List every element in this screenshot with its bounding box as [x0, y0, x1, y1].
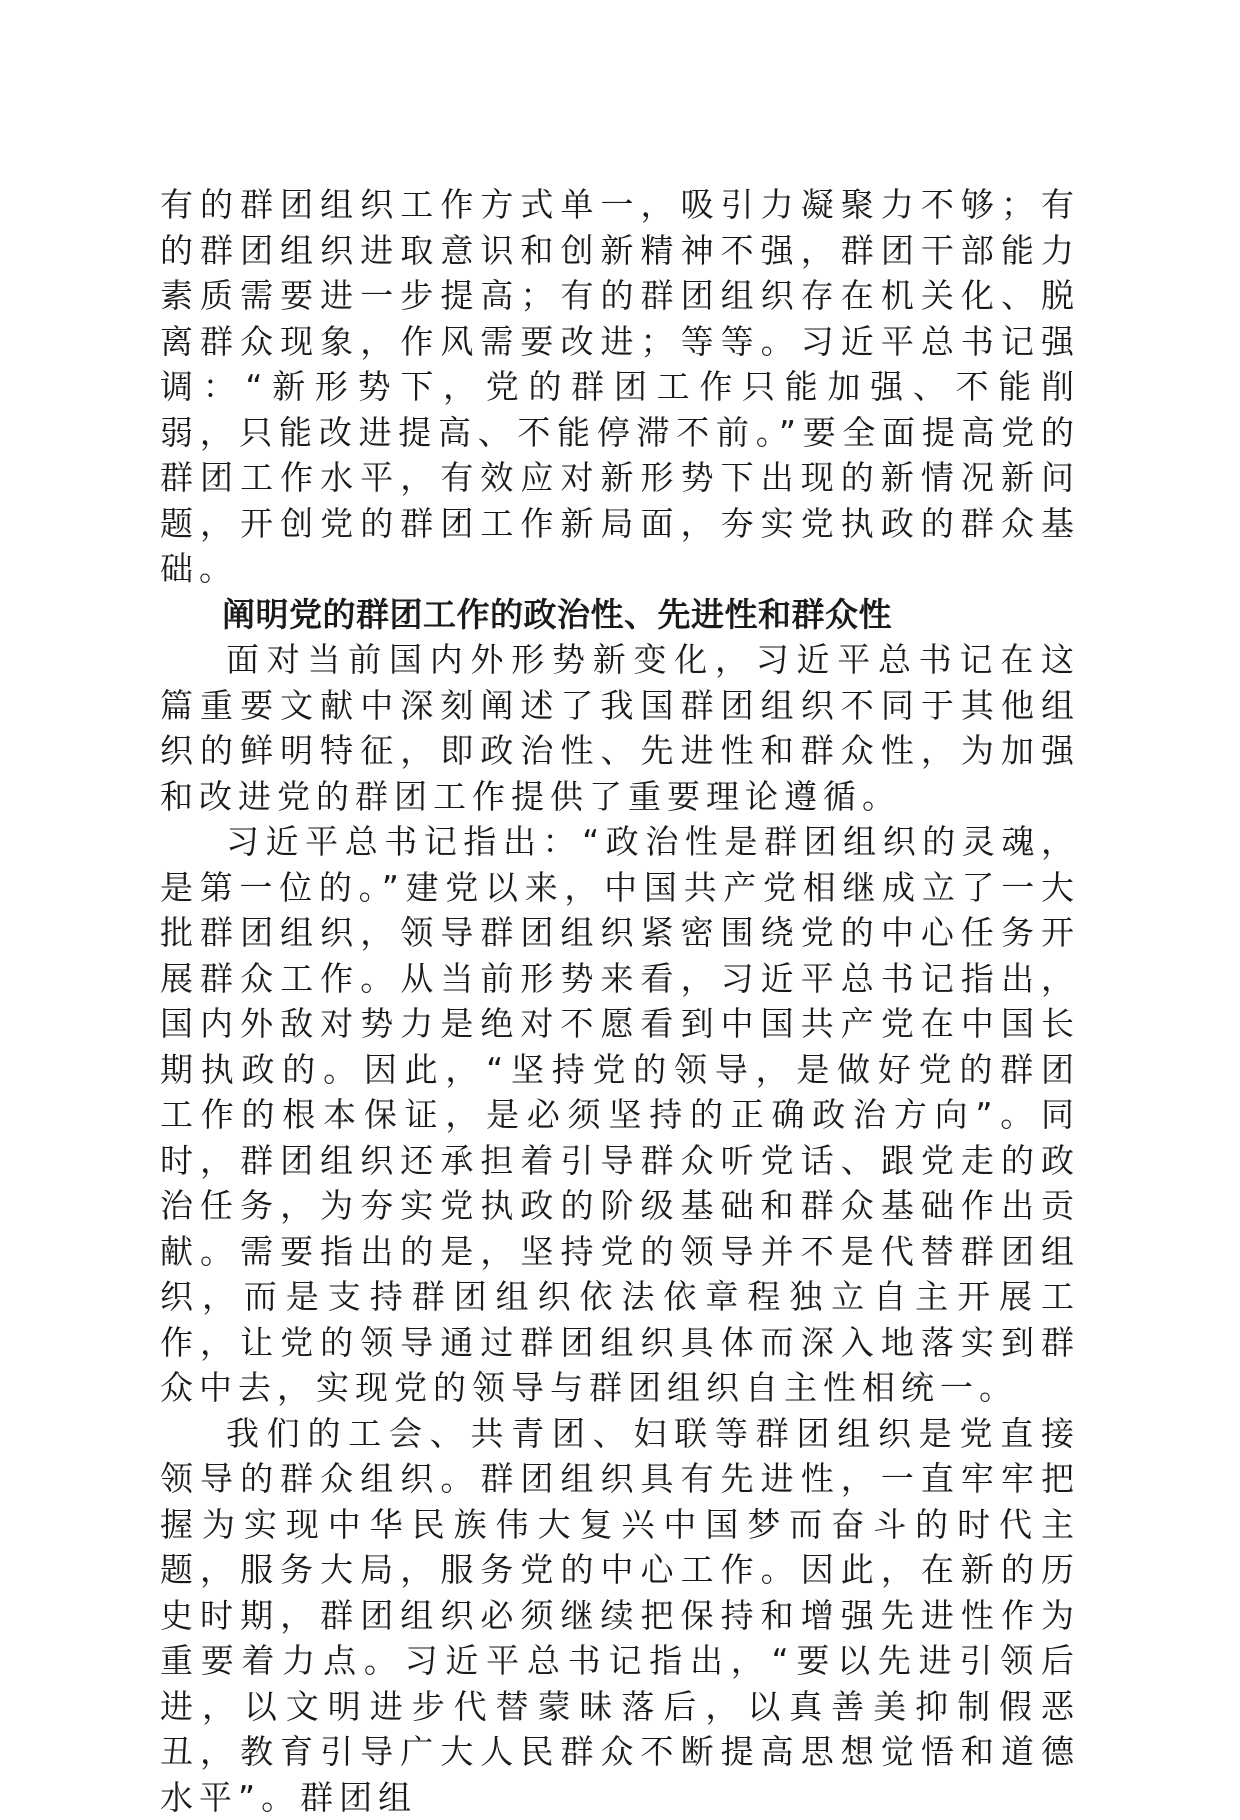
- paragraph-3: 习近平总书记指出：“政治性是群团组织的灵魂，是第一位的。”建党以来，中国共产党相继成立了一大批群团组织，领导群团组织紧密围绕党的中心任务开展群众工作。从当前形势来看，习近平总书记指出，国内外敌对势力是绝对不愿看到中国共产党在中国长期执政的。因此，“坚持党的领导，是做好党的群团工作的根本保证，是必须坚持的正确政治方向”。同时，群团组织还承担着引导群众听党话、跟党走的政治任务，为夯实党执政的阶级基础和群众基础作出贡献。需要指出的是，坚持党的领导并不是代替群团组织，而是支持群团组织依法依章程独立自主开展工作，让党的领导通过群团组织具体而深入地落实到群众中去，实现党的领导与群团组织自主性相统一。: [160, 819, 1080, 1411]
- paragraph-4: 我们的工会、共青团、妇联等群团组织是党直接领导的群众组织。群团组织具有先进性，一直牢牢把握为实现中华民族伟大复兴中国梦而奋斗的时代主题，服务大局，服务党的中心工作。因此，在新的历史时期，群团组织必须继续把保持和增强先进性作为重要着力点。习近平总书记指出，“要以先进引领后进，以文明进步代替蒙昧落后，以真善美抑制假恶丑，教育引导广大人民群众不断提高思想觉悟和道德水平”。群团组: [160, 1411, 1080, 1820]
- section-heading: 阐明党的群团工作的政治性、先进性和群众性: [160, 592, 1080, 638]
- paragraph-2: 面对当前国内外形势新变化，习近平总书记在这篇重要文献中深刻阐述了我国群团组织不同于其他组织的鲜明特征，即政治性、先进性和群众性，为加强和改进党的群团工作提供了重要理论遵循。: [160, 637, 1080, 819]
- document-page: [160, 182, 1080, 1820]
- paragraph-1: 有的群团组织工作方式单一，吸引力凝聚力不够；有的群团组织进取意识和创新精神不强，群团干部能力素质需要进一步提高；有的群团组织存在机关化、脱离群众现象，作风需要改进；等等。习近平总书记强调：“新形势下，党的群团工作只能加强、不能削弱，只能改进提高、不能停滞不前。”要全面提高党的群团工作水平，有效应对新形势下出现的新情况新问题，开创党的群团工作新局面，夯实党执政的群众基础。: [160, 182, 1080, 592]
